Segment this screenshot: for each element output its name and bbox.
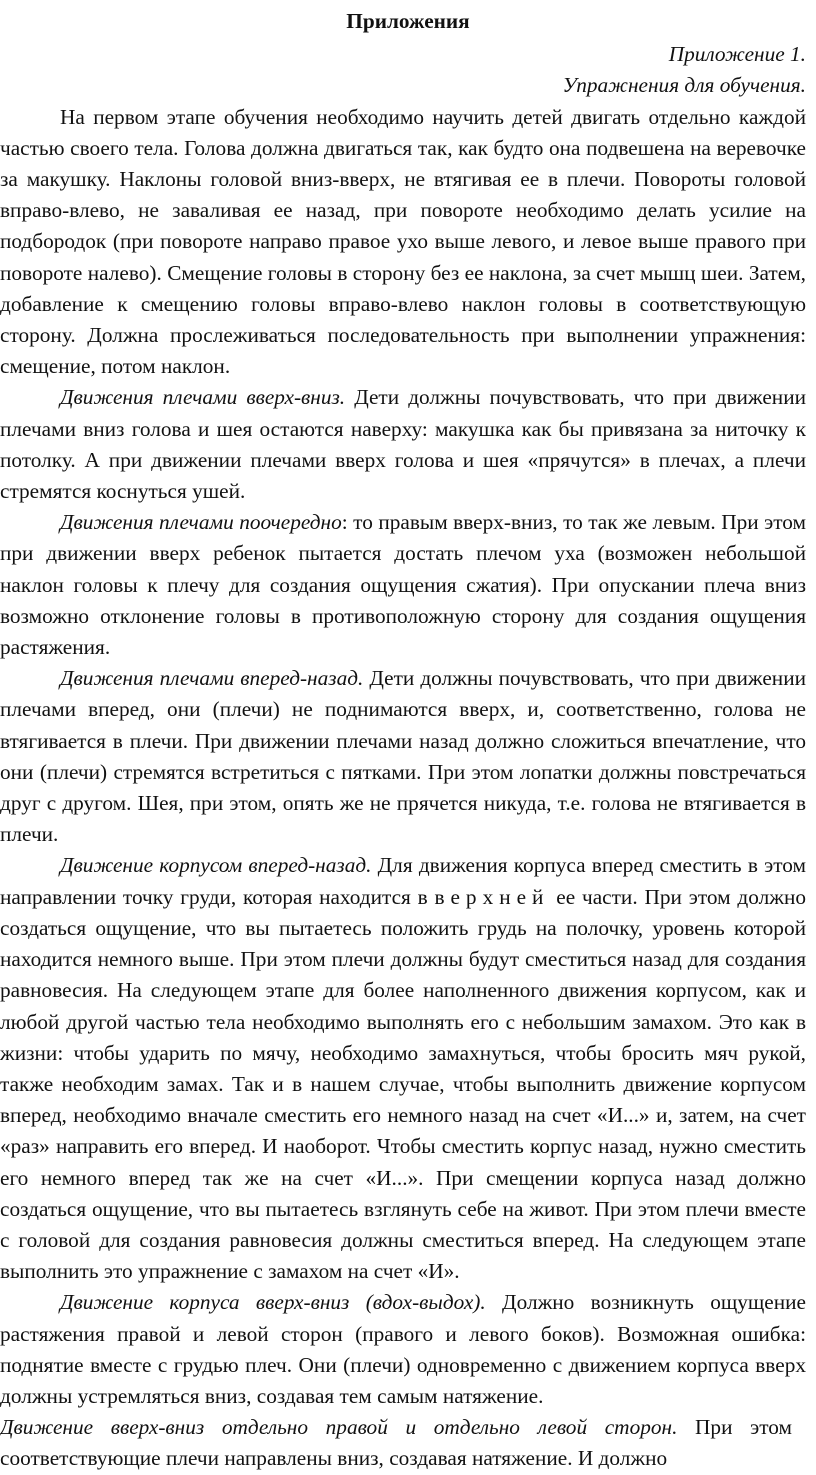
paragraph-text: Должно возникнуть ощущение растяжения правой и левой сторон (правого и левого боков). Возможная ошибка: поднятие вместе с грудью плеч. Они (плечи) одновременно с движением корпуса вверх должны устремляться вниз, создавая тем самым натяжение. <box>0 1290 806 1408</box>
paragraph-text: ее части. При этом должно создаться ощущение, что вы пытаетесь положить грудь на полочку, уровень которой находится немного выше. При этом плечи должны будут сместиться назад для создания равновесия. На следующем этапе для более наполненного движения корпусом, как и любой другой частью тела необходимо выполнять его с небольшим замахом. Это как в жизни: чтобы ударить по мячу, необходимо замахнуться, чтобы бросить мяч рукой, также необходим замах. Так и в нашем случае, чтобы выполнить движение корпусом вперед, необходимо вначале сместить его немного назад на счет «И...» и, затем, на счет «раз» направить его вперед. И наоборот. Чтобы сместить корпус назад, нужно сместить его немного вперед так же на счет «И...». При смещении корпуса назад должно создаться ощущение, что вы пытаетесь взглянуть себе на живот. При этом плечи вместе с головой для создания равновесия должны сместиться вперед. На следующем этапе выполнить это упражнение с замахом на счет «И». <box>0 884 806 1284</box>
paragraph-text: : то правым вверх-вниз, то так же левым. При этом при движении вверх ребенок пытается достать плечом уха (возможен небольшой наклон головы к плечу для создания ощущения сжатия). При опускании плеча вниз возможно отклонение головы в противоположную сторону для создания ощущения растяжения. <box>0 510 806 660</box>
paragraph-shoulders-alternate <box>0 507 816 663</box>
paragraph-lead: Движения плечами вверх-вниз. <box>60 385 346 410</box>
paragraph-intro <box>0 102 816 383</box>
paragraph-lead: Движение вверх-вниз отдельно правой и отдельно левой сторон. <box>0 1415 678 1440</box>
paragraph-lead: Движение корпусом вперед-назад. <box>60 853 372 878</box>
paragraph-text: При этом соответствующие плечи направлены вниз, создавая натяжение. И должно <box>0 1415 792 1471</box>
paragraph-sides-up-down <box>0 1412 816 1474</box>
paragraph-torso-forward-back <box>0 850 816 1287</box>
spaced-word: верхней <box>434 884 550 909</box>
paragraph-lead: Движения плечами вперед-назад. <box>60 666 364 691</box>
paragraph-torso-up-down <box>0 1287 816 1412</box>
paragraph-lead: Движение корпуса вверх-вниз (вдох-выдох). <box>60 1290 486 1315</box>
paragraph-shoulders-up-down <box>0 382 816 507</box>
appendix-label: Приложение 1. <box>668 42 806 67</box>
paragraph-lead: Движения плечами поочередно <box>60 510 342 535</box>
page-title: Приложения <box>346 9 470 33</box>
appendix-subtitle: Упражнения для обучения. <box>562 73 806 98</box>
paragraph-text: Для движения корпуса вперед сместить в этом направлении точку груди, которая находится в <box>0 853 806 909</box>
paragraph-text: Дети должны почувствовать, что при движении плечами вперед, они (плечи) не поднимаются вверх, и, соответственно, голова не втягивается в плечи. При движении плечами назад должно сложиться впечатление, что они (плечи) стремятся встретиться с пятками. При этом лопатки должны повстречаться друг с другом. Шея, при этом, опять же не прячется никуда, т.е. голова не втягивается в плечи. <box>0 666 806 847</box>
paragraph-text: На первом этапе обучения необходимо научить детей двигать отдельно каждой частью своего тела. Голова должна двигаться так, как будто она подвешена на веревочке за макушку. Наклоны головой вниз-вверх, не втягивая ее в плечи. Повороты головой вправо-влево, не заваливая ее назад, при повороте необходимо делать усилие на подбородок (при повороте направо правое ухо выше левого, и левое выше правого при повороте налево). Смещение головы в сторону без ее наклона, за счет мышц шеи. Затем, добавление к смещению головы вправо-влево наклон головы в соответствующую сторону. Должна прослеживаться последовательность при выполнении упражнения: смещение, потом наклон. <box>0 104 806 379</box>
paragraph-text: Дети должны почувствовать, что при движении плечами вниз голова и шея остаются наверху: макушка как бы привязана за ниточку к потолку. А при движении плечами вверх голова и шея «прячутся» в плечах, а плечи стремятся коснуться ушей. <box>0 385 806 504</box>
paragraph-shoulders-forward-back <box>0 663 816 850</box>
